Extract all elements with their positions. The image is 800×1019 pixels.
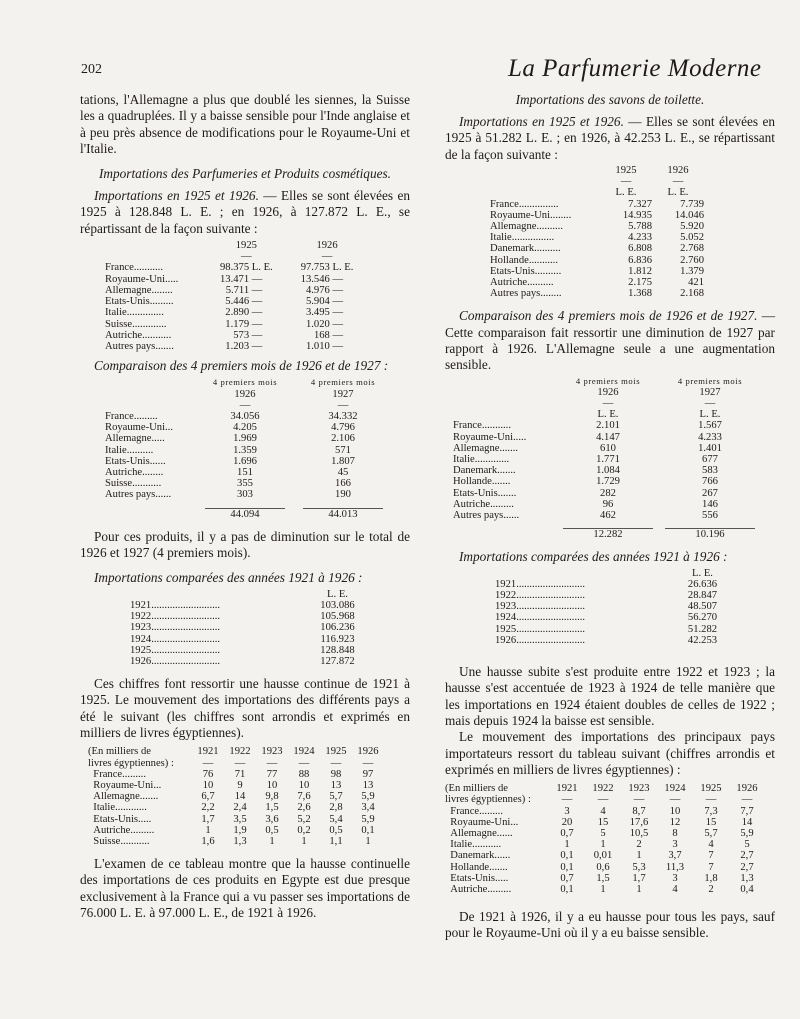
left-column: [80, 92, 410, 921]
paragraph-savons-comparison: [445, 308, 775, 373]
table-parfumeries-milliers: (En milliers de 1921 1922 1923 1924 1925 1926 livres égyptiennes) : — — — — — — France......... 76 71 77 88 98 97 Royaume-Uni... 10 9 10 10 13 13 Allemagne....... 6,7 14 9,8 7,6 5,7 5,9 Italie............ 2,2 2,4 1,5 2,6 2,8 3,4 Etats-Unis..... 1,7 3,5 3,6 5,2 5,4 5,9 Autriche......... 1 1,9 0,5 0,2 0,5 0,1 Suisse........... 1,6 1,3 1 1 1,1 1: [88, 746, 384, 847]
section-title-savons: Importations des savons de toilette.: [515, 92, 705, 107]
table-row: Autres pays...... 462 556: [453, 509, 718, 521]
table-row: Suisse............. 1.179 — 1.020 —: [105, 318, 344, 330]
paragraph-france-rise: L'examen de ce tableau montre que la hausse continuelle des importations de ces produits en Egypte est due presque exclusivement à la France qui a vu passer ses importations de 76.000 L. E. à 97.000 L. E., de 1921 à 1926.: [80, 856, 410, 921]
table-row: 1923.......................... 48.507: [495, 601, 718, 613]
paragraph-no-decrease: Pour ces produits, il y a pas de diminution sur le total de 1926 et 1927 (4 premiers mois).: [80, 528, 410, 561]
paragraph-continuous-rise: Ces chiffres font ressortir une hausse continue de 1921 à 1925. Le mouvement des importations des différents pays a été le suivant (les chiffres sont arrondis et exprimés en milliers de livres égyptiennes).: [80, 676, 410, 741]
table-savons-4-mois: 4 premiers mois 4 premiers mois 1926 1927 — — L. E. L. E. France........... 2.101 1.567 Royaume-Uni..... 4.147 4.233 Allemagne....... 610 1.401 Italie............. 1.771 677 Danemark....... 1.084 583 Hollande....... 1.729 766 Etats-Unis....... 282 267 Autriche......... 96 146 Autres pays...... 462 556 12.282 10.196: [453, 376, 755, 541]
table-row: Autriche........... 573 — 168 —: [105, 329, 344, 341]
table-row: Danemark...... 0,1 0,01 1 3,7 7 2,7: [450, 850, 754, 862]
table-row: Autriche......... 1 1,9 0,5 0,2 0,5 0,1: [93, 824, 375, 836]
paragraph-conclusion: De 1921 à 1926, il y a eu hausse pour tous les pays, sauf pour le Royaume-Uni où il y a eu baisse sensible.: [445, 909, 775, 941]
table-row: France......... 76 71 77 88 98 97: [93, 768, 374, 780]
paragraph-body: — Elles se sont élevées en 1925 à 128.848 L. E. ; en 1926, à 127.872 L. E., se répartissant de la façon suivante :: [80, 188, 410, 236]
paragraph-savons-1925-1926: [445, 114, 775, 163]
table-parfumeries-4-mois: 4 premiers mois 4 premiers mois 1926 1927 — — France......... 34.056 34.332 Royaume-Uni... 4.205 4.796 Allemagne..... 1.969 2.106 Italie.......... 1.359 571 Etats-Unis...... 1.696 1.807 Autriche........ 151 45 Suisse........... 355 166 Autres pays...... 303 190 44.094 44.013: [105, 377, 383, 519]
table-row: 1925.......................... 51.282: [495, 623, 718, 635]
table-row: France........... 2.101 1.567: [453, 420, 722, 432]
table-row: Suisse........... 355 166: [105, 478, 351, 490]
table-row: Royaume-Uni... 10 9 10 10 13 13: [93, 779, 374, 791]
col-year: 1925: [235, 240, 257, 252]
journal-title: La Parfumerie Moderne: [508, 55, 762, 82]
table-row: Allemagne...... 0,7 5 10,5 8 5,7 5,9: [450, 827, 754, 839]
table-row: 1923.......................... 106.236: [130, 622, 355, 634]
comparison-years-title: Importations comparées des années 1921 à 1926 :: [94, 570, 363, 586]
table-row: 1921.......................... 103.086: [130, 599, 355, 611]
table-row: Hollande........... 6.836 2.760: [490, 254, 704, 266]
intro-paragraph: tations, l'Allemagne a plus que doublé les siennes, la Suisse les a quadruplées. Il y a baisse sensible pour l'Inde anglaise et à peu près absence de modifications pour le Royaume-Uni et l'Italie.: [80, 92, 410, 156]
table-row: Autriche........ 151 45: [105, 467, 349, 479]
table-row: Hollande....... 1.729 766: [453, 476, 718, 488]
table-parfumeries-1925-1926: [105, 240, 353, 352]
table-row: Etats-Unis....... 282 267: [453, 487, 718, 499]
table-row: Royaume-Uni... 4.205 4.796: [105, 422, 355, 434]
table-row: 1924.......................... 56.270: [495, 612, 718, 624]
table-row: 1926.......................... 127.872: [130, 655, 355, 667]
table-row: Royaume-Uni........ 14.935 14.046: [490, 209, 704, 221]
table-row: Hollande....... 0,1 0,6 5,3 11,3 7 2,7: [450, 861, 754, 873]
table-row: 1922.......................... 28.847: [495, 590, 718, 602]
paragraph-lead: Importations en 1925 et 1926.: [94, 188, 259, 204]
comparison-years-title: Importations comparées des années 1921 à 1926 :: [459, 549, 728, 565]
table-row: Allemagne..... 1.969 2.106: [105, 433, 355, 445]
paragraph-lead: Importations en 1925 et 1926.: [459, 114, 624, 129]
paragraph-principal-countries: Le mouvement des importations des principaux pays importateurs ressort du tableau suivant (chiffres arrondis et exprimés en milliers de livres égyptiennes) :: [445, 729, 775, 777]
table-row: 1926.......................... 42.253: [495, 634, 718, 646]
table-row: 1925.......................... 128.848: [130, 644, 355, 656]
col-label: 4 premiers mois: [212, 377, 278, 388]
table-savons-milliers: (En milliers de 1921 1922 1923 1924 1925 1926 livres égyptiennes) : — — — — — — France......... 3 4 8,7 10 7,3 7,7 Royaume-Uni... 20 15 17,6 12 15 14 Allemagne...... 0,7 5 10,5 8 5,7 5,9 Italie........... 1 1 2 3 4 5 Danemark...... 0,1 0,01 1 3,7 7 2,7 Hollande....... 0,1 0,6 5,3 11,3 7 2,7 Etats-Unis..... 0,7 1,5 1,7 3 1,8 1,3 Autriche......... 0,1 1 1 4 2 0,4: [445, 783, 765, 895]
table-row: Etats-Unis..... 0,7 1,5 1,7 3 1,8 1,3: [450, 872, 754, 884]
table-row: Royaume-Uni..... 4.147 4.233: [453, 431, 722, 443]
paragraph-body: — Cette comparaison fait ressortir une diminution de 1927 par rapport à 1926. L'Allemagne seule a une augmentation sensible.: [445, 308, 775, 373]
dash: —: [241, 251, 252, 263]
table-row: Etats-Unis......... 5.446 — 5.904 —: [105, 296, 344, 308]
table-row: Allemagne....... 610 1.401: [453, 442, 722, 454]
table-row: Royaume-Uni..... 13.471 — 13.546 —: [105, 273, 344, 285]
table-row: Autriche......... 96 146: [453, 498, 718, 510]
table-row: Italie.......... 1.359 571: [105, 444, 351, 456]
table-row: Danemark.......... 6.808 2.768: [490, 243, 704, 255]
table-row: Allemagne.......... 5.788 5.920: [490, 220, 704, 232]
paragraph-imports-1925-1926: [80, 188, 410, 237]
table-row: Danemark....... 1.084 583: [453, 465, 718, 477]
table-row: Italie................ 4.233 5.052: [490, 232, 704, 244]
table-row: Etats-Unis.......... 1.812 1.379: [490, 265, 704, 277]
table-row: Etats-Unis..... 1,7 3,5 3,6 5,2 5,4 5,9: [93, 813, 375, 825]
paragraph-body: — Elles se sont élevées en 1925 à 51.282 L. E. ; en 1926, à 42.253 L. E., se répartissant de la façon suivante :: [445, 114, 775, 162]
table-row: Autriche.......... 2.175 421: [490, 276, 704, 288]
table-row: 1924.......................... 116.923: [130, 633, 355, 645]
page-number: 202: [81, 62, 102, 77]
totals-row: 12.282 10.196: [453, 529, 755, 541]
dash: —: [321, 251, 333, 263]
table-row: France............... 7.327 7.739: [490, 198, 704, 210]
section-title-parfumeries: Importations des Parfumeries et Produits cosmétiques.: [98, 166, 391, 182]
table-row: Allemagne....... 6,7 14 9,8 7,6 5,7 5,9: [93, 791, 375, 803]
table-row: Allemagne........ 5.711 — 4.976 —: [105, 284, 344, 296]
table-row: France......... 3 4 8,7 10 7,3 7,7: [450, 805, 754, 817]
table-row: Autriche......... 0,1 1 1 4 2 0,4: [450, 883, 754, 895]
table-row: Italie............. 1.771 677: [453, 453, 718, 465]
table-row: Etats-Unis...... 1.696 1.807: [105, 455, 355, 467]
table-parfumeries-1921-1926: L. E. 1921.......................... 103.086 1922.......................... 105.968 1923.......................... 106.236 1924.......................... 116.923 1925.......................... 128.848 1926.......................... 127.872: [130, 589, 365, 667]
col-label: 4 premiers mois: [310, 377, 376, 388]
table-row: 1922.......................... 105.968: [130, 611, 355, 623]
paragraph-lead: Comparaison des 4 premiers mois de 1926 et de 1927.: [459, 308, 758, 324]
table-row: Autres pays...... 303 190: [105, 489, 351, 501]
right-column: [445, 92, 775, 942]
table-row: Autres pays....... 1.203 — 1.010 —: [105, 340, 344, 352]
comparison-title: Comparaison des 4 premiers mois de 1926 et de 1927 :: [94, 358, 389, 374]
table-row: Royaume-Uni... 20 15 17,6 12 15 14: [450, 816, 753, 828]
table-row: 1921.......................... 26.636: [495, 578, 718, 590]
totals-row: 44.094 44.013: [105, 508, 383, 520]
table-savons-1925-1926: 1925 1926 — — L. E. L. E. France............... 7.327 7.739 Royaume-Uni........ 14.935 14.046 Allemagne.......... 5.788 5.920 Italie................ 4.233 5.052 Danemark.......... 6.808 2.768 Hollande........... 6.836 2.760 Etats-Unis.......... 1.812 1.379 Autriche.......... 2.175 421 Autres pays........ 1.368 2.168: [490, 164, 704, 300]
paragraph-sudden-rise: Une hausse subite s'est produite entre 1922 et 1923 ; la hausse s'est accentuée de 1923 à 1924 de telle manière que les importations en 1924 étaient doubles de celles de 1922 ; mais depuis 1924 la baisse est sensible.: [445, 664, 775, 728]
table-row: Autres pays........ 1.368 2.168: [490, 288, 704, 300]
table-row: Italie............ 2,2 2,4 1,5 2,6 2,8 3,4: [93, 802, 375, 814]
col-year: 1926: [316, 240, 338, 252]
table-row: Italie.............. 2.890 — 3.495 —: [105, 307, 344, 319]
table-row: France........... 98.375 L. E. 97.753 L. E.: [105, 262, 354, 274]
table-row: Suisse........... 1,6 1,3 1 1 1,1 1: [93, 835, 371, 847]
table-row: France......... 34.056 34.332: [105, 411, 358, 423]
table-savons-1921-1926: L. E. 1921.......................... 26.636 1922.......................... 28.847 1923.......................... 48.507 1924.......................... 56.270 1925.......................... 51.282 1926.......................... 42.253: [495, 568, 730, 646]
table-row: Italie........... 1 1 2 3 4 5: [450, 839, 750, 851]
